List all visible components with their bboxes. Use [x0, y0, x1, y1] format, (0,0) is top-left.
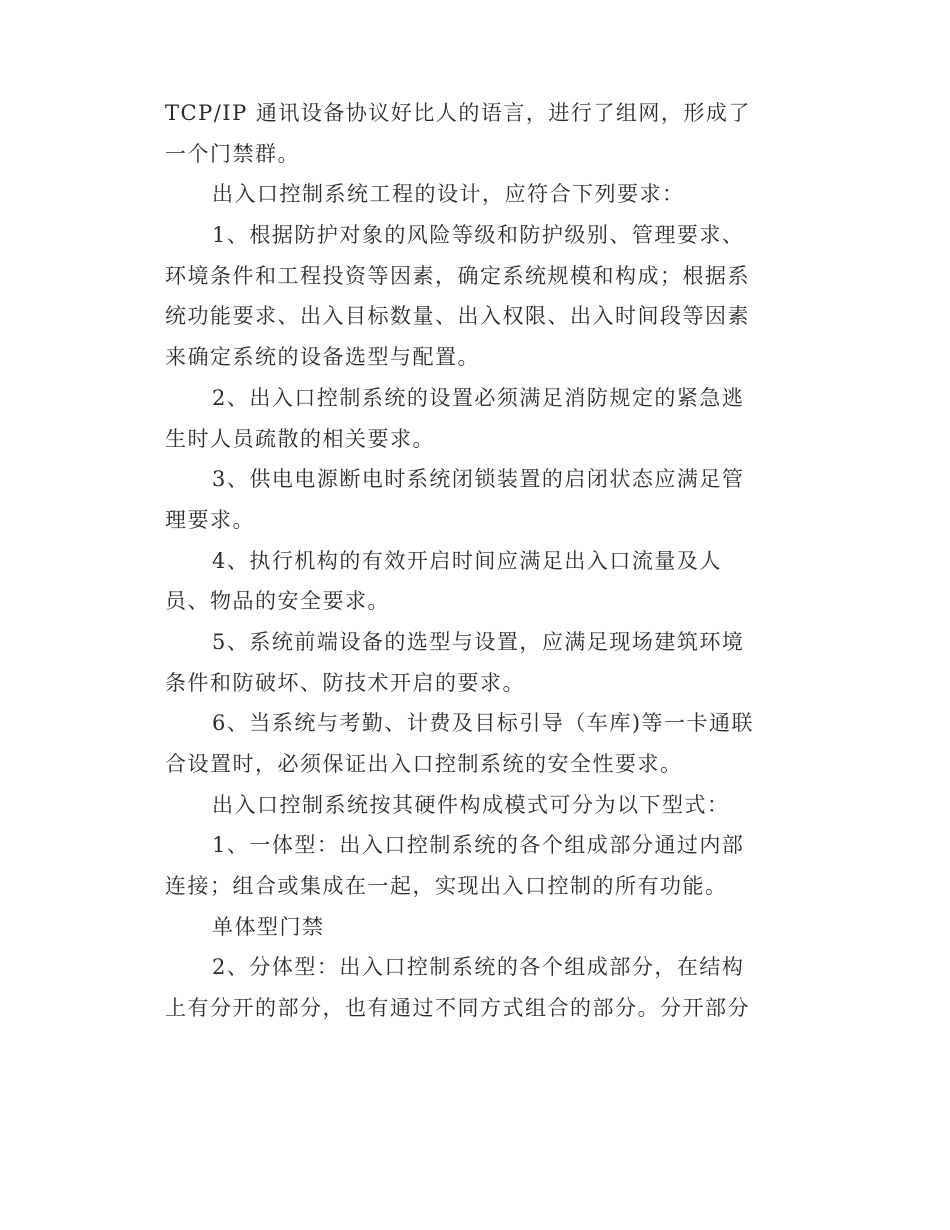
document-body: [165, 93, 785, 1029]
text-line: 3、供电电源断电时系统闭锁装置的启闭状态应满足管: [212, 467, 745, 492]
text-line: 连接；组合或集成在一起，实现出入口控制的所有功能。: [165, 874, 728, 899]
text-line: 2、出入口控制系统的设置必须满足消防规定的紧急逃: [212, 385, 745, 410]
text-line: TCP/IP 通讯设备协议好比人的语言，进行了组网，形成了: [165, 101, 751, 125]
text-line: 单体型门禁: [212, 914, 325, 939]
text-line: 出入口控制系统按其硬件构成模式可分为以下型式：: [212, 792, 730, 817]
text-line: 4、执行机构的有效开启时间应满足出入口流量及人: [212, 548, 722, 573]
text-line: 1、根据防护对象的风险等级和防护级别、管理要求、: [212, 223, 745, 248]
text-line: 2、分体型：出入口控制系统的各个组成部分，在结构: [212, 955, 745, 980]
text-line: 一个门禁群。: [165, 141, 300, 166]
text-line: 理要求。: [165, 507, 255, 532]
text-line: 上有分开的部分，也有通过不同方式组合的部分。分开部分: [165, 996, 750, 1021]
text-line: 5、系统前端设备的选型与设置，应满足现场建筑环境: [212, 629, 745, 654]
text-line: 统功能要求、出入目标数量、出入权限、出入时间段等因素: [165, 304, 750, 329]
text-line: 条件和防破坏、防技术开启的要求。: [165, 670, 525, 695]
text-line: 生时人员疏散的相关要求。: [165, 426, 435, 451]
text-line: 6、当系统与考勤、计费及目标引导（车库)等一卡通联: [212, 711, 755, 736]
text-line: 1、一体型：出入口控制系统的各个组成部分通过内部: [212, 833, 745, 858]
text-line: 环境条件和工程投资等因素，确定系统规模和构成；根据系: [165, 263, 750, 288]
text-line: 来确定系统的设备选型与配置。: [165, 345, 480, 370]
text-line: 合设置时，必须保证出入口控制系统的安全性要求。: [165, 752, 683, 776]
text-line: 出入口控制系统工程的设计，应符合下列要求：: [212, 182, 685, 207]
text-line: 员、物品的安全要求。: [165, 589, 390, 614]
